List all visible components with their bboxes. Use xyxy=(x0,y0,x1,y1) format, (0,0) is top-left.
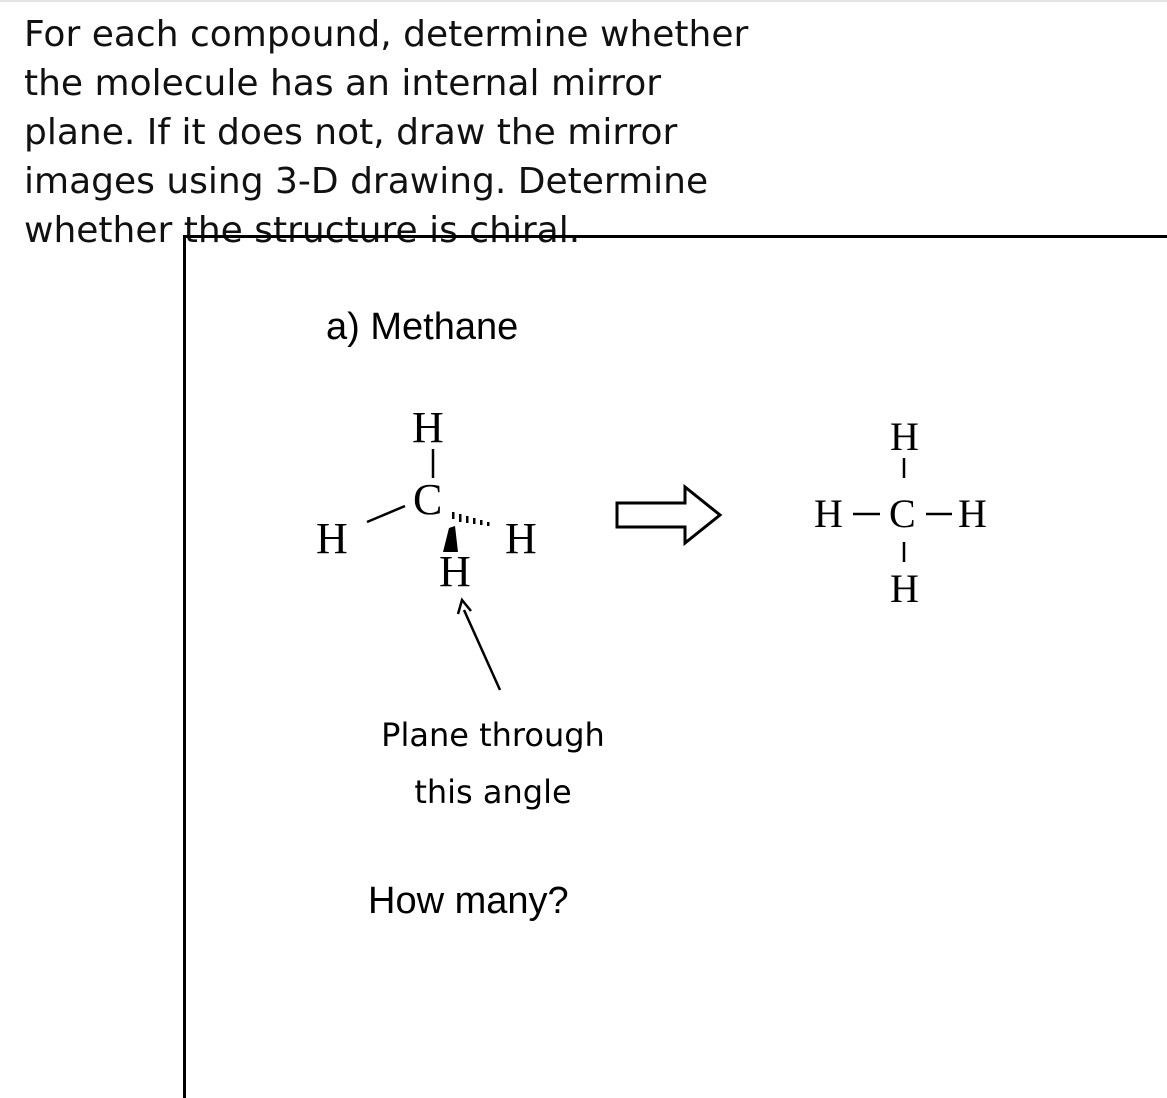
flat-carbon: C xyxy=(889,491,916,536)
flat-h-right: H xyxy=(958,491,987,536)
part-title: a) Methane xyxy=(326,306,519,348)
atom-h-right: H xyxy=(505,514,537,563)
question-text: How many? xyxy=(368,880,569,922)
atom-h-left: H xyxy=(316,514,348,563)
flat-h-left: H xyxy=(814,491,843,536)
atom-carbon: C xyxy=(413,475,443,524)
annotation-line-2: this angle xyxy=(414,773,572,811)
instructions-text: For each compound, determine whether the molecule has an internal mirror plane. If it does not, draw the mirror images using 3-D drawing. Determine whether the structure is chiral. xyxy=(24,14,749,251)
pointer-arrow xyxy=(458,600,500,690)
atom-h-bottom: H xyxy=(439,547,471,596)
atom-h-top: H xyxy=(412,403,444,452)
flat-structure xyxy=(814,414,987,611)
block-arrow-right-icon xyxy=(617,487,720,543)
bond-left xyxy=(367,506,405,522)
dashed-bond xyxy=(452,512,490,526)
flat-h-top: H xyxy=(890,414,919,459)
wedge-dash-structure xyxy=(316,403,537,596)
annotation-line-1: Plane through xyxy=(381,716,605,754)
flat-h-bottom: H xyxy=(890,566,919,611)
